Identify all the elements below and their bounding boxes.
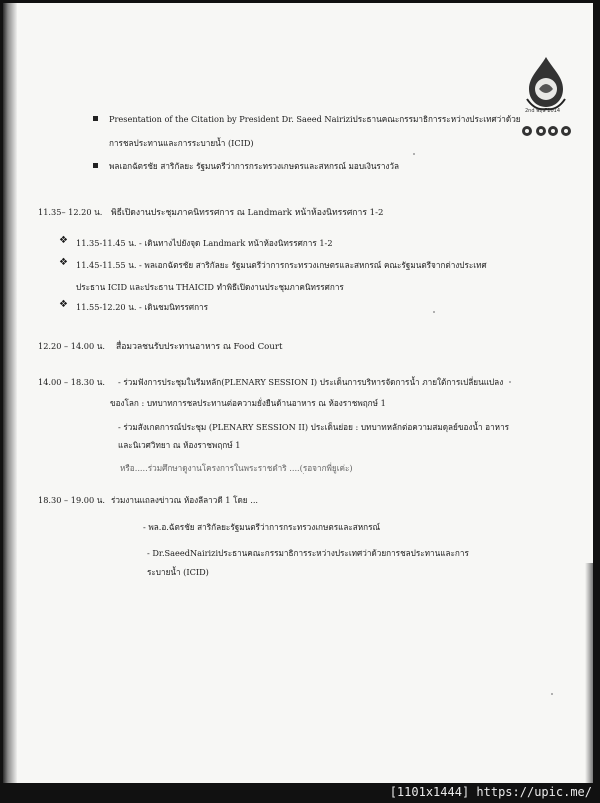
watermark-text: [1101x1444] https://upic.me/ (389, 785, 592, 799)
diamond-bullet-icon: ❖ (59, 257, 68, 268)
footer-bar (0, 783, 600, 803)
session-3-line-5: หรือ.....ร่วมศึกษาดูงานโครงการในพระราชดำริ ....(รอจากพี่ยูเค่ะ) (120, 463, 353, 473)
session-1-title: พิธีเปิดงานประชุมภาคนิทรรศการ ณ Landmark หน้าห้องนิทรรศการ 1-2 (111, 208, 384, 218)
session-2-title: สื่อมวลชนรับประทานอาหาร ณ Food Court (116, 342, 283, 352)
session-3-line-2: ของโลก : บทบาทการชลประทานต่อความยั่งยืนด้านอาหาร ณ ห้องราชพฤกษ์ 1 (110, 398, 386, 408)
bullet-square-icon (93, 116, 98, 121)
intro-item-1-line-1: Presentation of the Citation by President Dr. Saeed Nairiziประธานคณะกรรมาธิการระหว่างประเทศว่าด้วย (109, 114, 521, 124)
intro-item-2: พลเอกฉัตรชัย สาริกัลยะ รัฐมนตรีว่าการกระทรวงเกษตรและสหกรณ์ มอบเงินรางวัล (109, 161, 400, 171)
session-1-sub-2-line-1: 11.45-11.55 น. - พลเอกฉัตรชัย สาริกัลยะ รัฐมนตรีว่าการกระทรวงเกษตรและสหกรณ์ คณะรัฐมนตรีจากต่างประเทศ (76, 260, 487, 270)
session-4-time: 18.30 – 19.00 น. (38, 495, 105, 505)
session-1-sub-2-line-2: ประธาน ICID และประธาน THAICID ทำพิธีเปิดงานประชุมภาคนิทรรศการ (76, 282, 344, 292)
bullet-square-icon (93, 163, 98, 168)
session-1-time: 11.35– 12.20 น. (38, 207, 103, 217)
diamond-bullet-icon: ❖ (59, 235, 68, 246)
diamond-bullet-icon: ❖ (59, 299, 68, 310)
session-3-time: 14.00 – 18.30 น. (38, 377, 105, 387)
session-4-title: ร่วมงานแถลงข่าวณ ห้องลีลาวดี 1 โดย ... (111, 495, 259, 505)
logo-date: 2nd พฤษ 2014 (525, 108, 561, 114)
partner-logos-icon (521, 124, 573, 138)
document-page (3, 3, 593, 783)
session-3-line-3: - ร่วมสังเกตการณ์ประชุม (PLENARY SESSION II) ประเด็นย่อย : บทบาทหลักต่อความสมดุลย์ของน้ำ อาหาร (118, 422, 510, 432)
scan-shadow-left (3, 3, 17, 783)
session-4-speaker-1: - พล.อ.ฉัตรชัย สาริกัลยะรัฐมนตรีว่าการกระทรวงเกษตรและสหกรณ์ (143, 522, 381, 532)
session-1-sub-1: 11.35-11.45 น. - เดินทางไปยังจุด Landmark หน้าห้องนิทรรศการ 1-2 (76, 238, 333, 248)
intro-item-1-line-2: การชลประทานและการระบายน้ำ (ICID) (109, 138, 254, 148)
session-1-sub-3: 11.55-12.20 น. - เดินชมนิทรรศการ (76, 302, 209, 312)
session-4-speaker-2-line-2: ระบายน้ำ (ICID) (147, 567, 209, 577)
session-3-line-1: - ร่วมฟังการประชุมในรีมหลัก(PLENARY SESSION I) ประเด็นการบริหารจัดการน้ำ ภายใต้การเปลี่ยนแปลง (118, 377, 504, 387)
scan-shadow-right (585, 563, 593, 783)
session-4-speaker-2-line-1: - Dr.SaeedNairiziประธานคณะกรรมาธิการระหว่างประเทศว่าด้วยการชลประทานและการ (147, 548, 469, 558)
icid-logo-icon (521, 55, 571, 115)
session-3-line-4: และนิเวศวิทยา ณ ห้องราชพฤกษ์ 1 (118, 440, 241, 450)
session-2-time: 12.20 – 14.00 น. (38, 341, 105, 351)
